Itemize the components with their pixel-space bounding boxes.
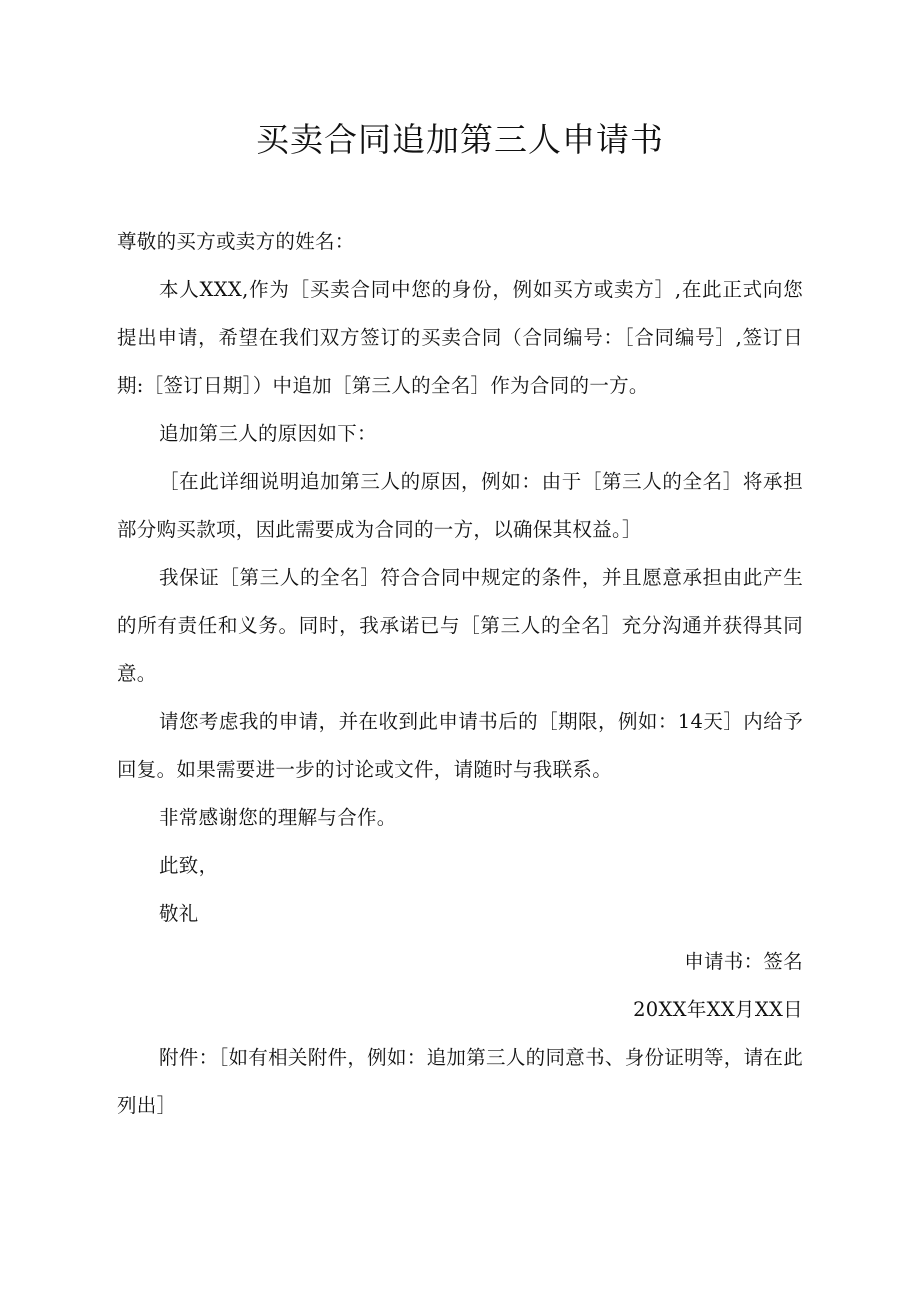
- attachment-paragraph: 附件：［如有相关附件，例如：追加第三人的同意书、身份证明等，请在此列出］: [117, 1046, 803, 1117]
- date-line: 20XX年XX月XX日: [633, 998, 803, 1021]
- closing-line-1: 此致，: [159, 854, 219, 877]
- request-paragraph: 请您考虑我的申请，并在收到此申请书后的［期限，例如：14天］内给予回复。如果需要进一步的讨论或文件，请随时与我联系。: [117, 710, 803, 781]
- document-body: [117, 218, 803, 1130]
- document-title: 买卖合同追加第三人申请书: [256, 120, 664, 159]
- guarantee-paragraph: 我保证［第三人的全名］符合合同中规定的条件，并且愿意承担由此产生的所有责任和义务。同时，我承诺已与［第三人的全名］充分沟通并获得其同意。: [117, 566, 803, 685]
- thanks-paragraph: 非常感谢您的理解与合作。: [159, 806, 397, 829]
- greeting: 尊敬的买方或卖方的姓名：: [117, 230, 355, 253]
- closing-line-2: 敬礼: [159, 902, 199, 925]
- signature-line: 申请书：签名: [684, 950, 803, 973]
- reason-detail: ［在此详细说明追加第三人的原因，例如：由于［第三人的全名］将承担部分购买款项，因此需要成为合同的一方，以确保其权益。］: [117, 470, 803, 541]
- reason-heading: 追加第三人的原因如下：: [159, 422, 377, 445]
- intro-paragraph: 本人XXX,作为［买卖合同中您的身份，例如买方或卖方］,在此正式向您提出申请，希望在我们双方签订的买卖合同（合同编号：［合同编号］,签订日期:［签订日期］）中追加［第三人的全名］作为合同的一方。: [117, 278, 803, 397]
